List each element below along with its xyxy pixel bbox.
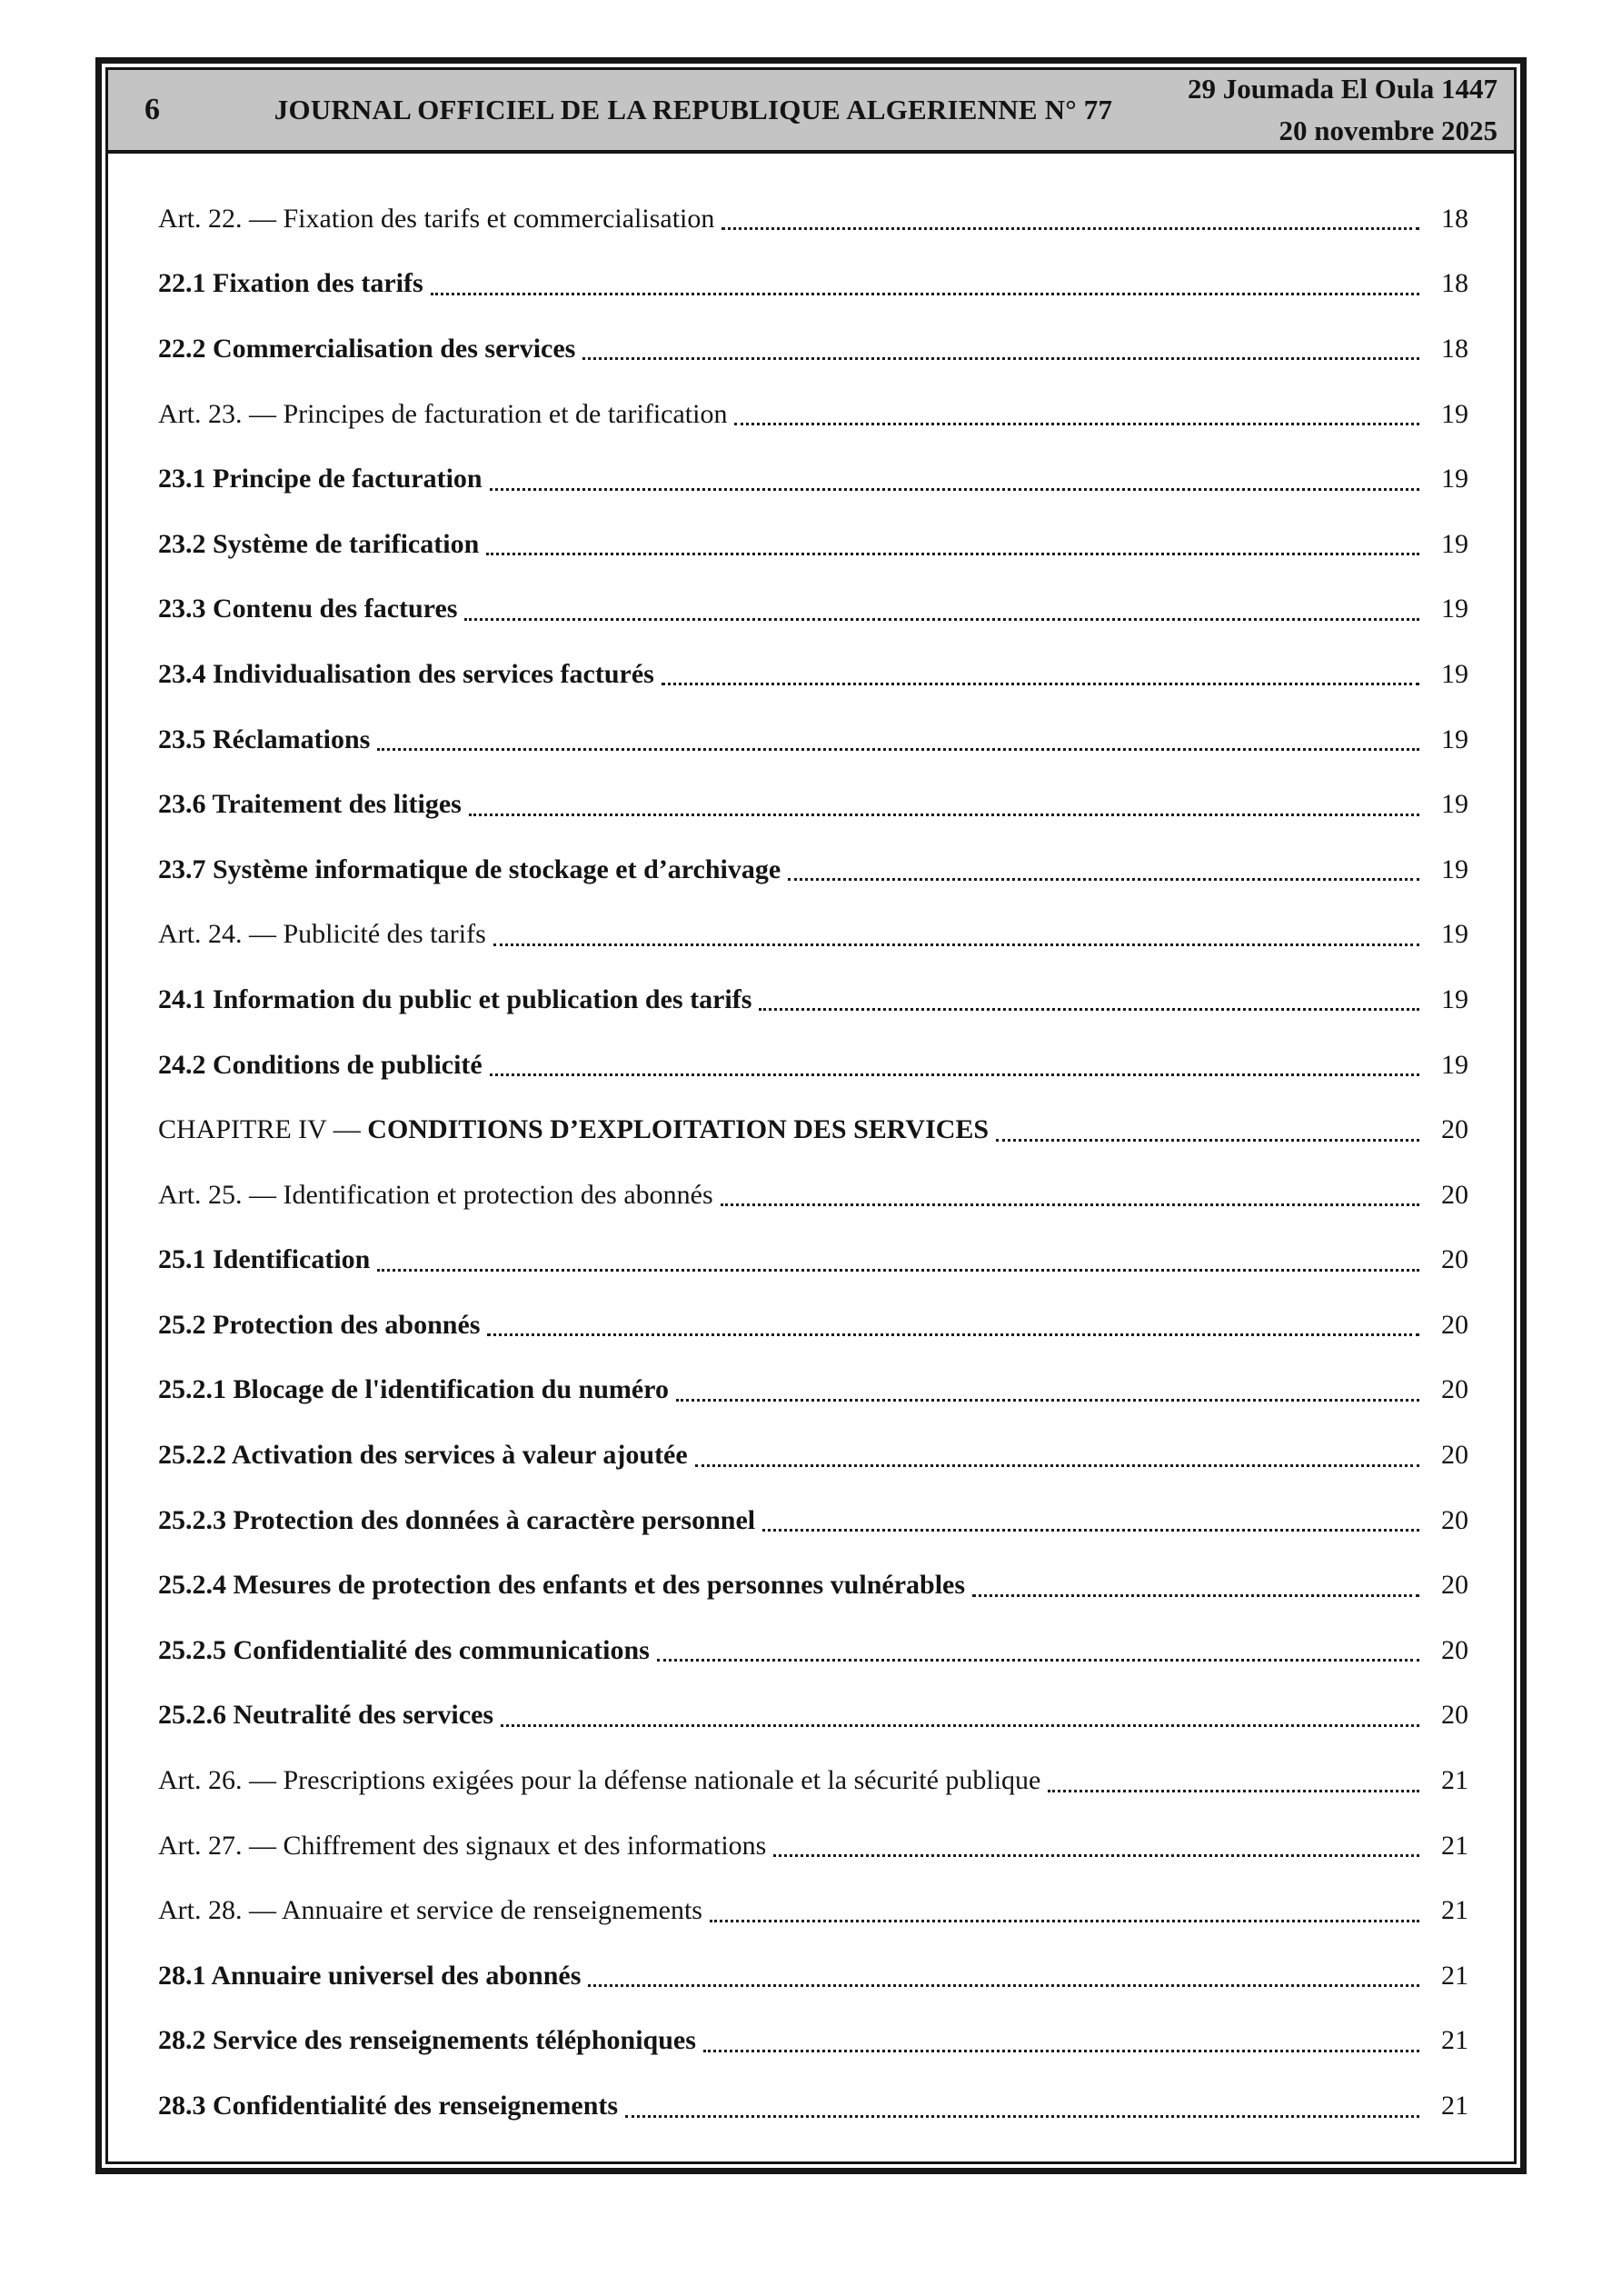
dot-leader bbox=[487, 1333, 1419, 1336]
toc-row bbox=[158, 1033, 1468, 1098]
dot-leader bbox=[759, 1008, 1419, 1011]
toc-entry-title bbox=[158, 1310, 480, 1341]
toc-entry-title bbox=[158, 399, 727, 430]
toc-entry-bold: 23.2 Système de tarification bbox=[158, 528, 480, 559]
toc-row bbox=[158, 1488, 1468, 1553]
journal-title: JOURNAL OFFICIEL DE LA REPUBLIQUE ALGERIENNE N° 77 bbox=[274, 94, 1113, 125]
page-number: 19 bbox=[1441, 919, 1468, 950]
toc-entry-title bbox=[158, 1244, 370, 1275]
page-number: 19 bbox=[1441, 854, 1468, 884]
dot-leader bbox=[1048, 1790, 1419, 1792]
toc-row bbox=[158, 1878, 1468, 1943]
toc-entry-bold: 28.2 Service des renseignements téléphoniques bbox=[158, 2025, 696, 2056]
toc-row bbox=[158, 1552, 1468, 1618]
page-number: 21 bbox=[1441, 1765, 1468, 1796]
page-number: 21 bbox=[1441, 1895, 1468, 1926]
page-number: 20 bbox=[1441, 1309, 1468, 1340]
toc-entry-prefix: Art. 24. — Publicité des tarifs bbox=[158, 919, 486, 950]
dot-leader bbox=[486, 553, 1419, 555]
dot-leader bbox=[703, 2050, 1419, 2052]
toc-entry-bold: 25.2 Protection des abonnés bbox=[158, 1309, 481, 1340]
page-number: 19 bbox=[1441, 789, 1468, 820]
toc-entry-title bbox=[158, 594, 457, 624]
toc-row bbox=[158, 772, 1468, 837]
toc-row bbox=[158, 1358, 1468, 1423]
toc-entry-title bbox=[158, 1765, 1040, 1796]
page-number: 20 bbox=[1441, 1440, 1468, 1471]
page-number: 18 bbox=[1441, 203, 1468, 234]
toc-entry-prefix: Art. 23. — Principes de facturation et de tarification bbox=[158, 398, 728, 429]
dot-leader bbox=[464, 618, 1419, 621]
dot-leader bbox=[377, 1269, 1419, 1272]
toc-entry-bold: 24.1 Information du public et publication des tarifs bbox=[158, 983, 752, 1014]
dot-leader bbox=[695, 1464, 1419, 1467]
toc-entry-bold: 25.2.3 Protection des données à caractère personnel bbox=[158, 1504, 756, 1535]
dot-leader bbox=[773, 1854, 1419, 1857]
toc-row bbox=[158, 837, 1468, 903]
toc-entry-bold: 23.4 Individualisation des services facturés bbox=[158, 658, 654, 689]
toc-entry-title bbox=[158, 1961, 581, 1992]
toc-entry-title bbox=[158, 334, 575, 364]
toc-entry-bold: 28.3 Confidentialité des renseignements bbox=[158, 2091, 619, 2121]
toc-entry-bold: 25.2.2 Activation des services à valeur ajoutée bbox=[158, 1440, 688, 1471]
toc-entry-bold: 23.3 Contenu des factures bbox=[158, 594, 458, 624]
page-number: 19 bbox=[1441, 464, 1468, 494]
toc-entry-title bbox=[158, 464, 483, 494]
toc-row bbox=[158, 577, 1468, 643]
toc-entry-title bbox=[158, 1374, 669, 1405]
toc-entry-prefix: Art. 26. — Prescriptions exigées pour la défense nationale et la sécurité publique bbox=[158, 1765, 1041, 1796]
page-number: 20 bbox=[1441, 1374, 1468, 1405]
page-frame bbox=[95, 57, 1527, 2174]
dot-leader bbox=[657, 1659, 1419, 1662]
page-number: 19 bbox=[1441, 724, 1468, 754]
page-number: 20 bbox=[1441, 1504, 1468, 1535]
dot-leader bbox=[996, 1139, 1419, 1142]
toc-entry-title bbox=[158, 1180, 713, 1211]
toc-row bbox=[158, 1943, 1468, 2009]
toc-entry-bold: 25.1 Identification bbox=[158, 1244, 371, 1275]
toc-row bbox=[158, 1748, 1468, 1813]
toc-row bbox=[158, 1813, 1468, 1879]
dot-leader bbox=[625, 2115, 1419, 2118]
toc-entry-title bbox=[158, 919, 486, 950]
frame-inner-border bbox=[105, 67, 1517, 2164]
toc-entry-bold: 23.5 Réclamations bbox=[158, 724, 371, 754]
toc-entry-bold: 22.2 Commercialisation des services bbox=[158, 333, 576, 364]
toc-row bbox=[158, 316, 1468, 382]
toc-row bbox=[158, 1163, 1468, 1228]
header-band bbox=[108, 70, 1514, 154]
toc-row bbox=[158, 1228, 1468, 1293]
toc-entry-title bbox=[158, 268, 423, 299]
dot-leader bbox=[469, 814, 1419, 816]
toc-entry-title bbox=[158, 854, 781, 885]
toc-entry-title bbox=[158, 1050, 483, 1081]
toc-entry-title bbox=[158, 204, 714, 235]
gregorian-date: 20 novembre 2025 bbox=[1279, 115, 1498, 146]
page-number: 20 bbox=[1441, 1244, 1468, 1275]
page-number: 19 bbox=[1441, 398, 1468, 429]
toc-row bbox=[158, 707, 1468, 773]
toc-row bbox=[158, 1097, 1468, 1163]
toc-entry-title bbox=[158, 529, 479, 560]
toc-entry-title bbox=[158, 659, 654, 690]
dot-leader bbox=[972, 1594, 1419, 1597]
page-number: 21 bbox=[1441, 1960, 1468, 1991]
toc-entry-bold: 25.2.1 Blocage de l'identification du numéro bbox=[158, 1374, 669, 1405]
toc-entry-title bbox=[158, 1570, 965, 1601]
toc-row bbox=[158, 186, 1468, 252]
toc-row bbox=[158, 252, 1468, 317]
toc-entry-title bbox=[158, 1505, 755, 1536]
dot-leader bbox=[734, 423, 1419, 425]
toc-entry-prefix: Art. 27. — Chiffrement des signaux et des informations bbox=[158, 1830, 767, 1861]
toc-entry-bold: 23.6 Traitement des litiges bbox=[158, 789, 462, 820]
toc-entry-prefix: Art. 28. — Annuaire et service de renseignements bbox=[158, 1895, 702, 1926]
page-number: 20 bbox=[1441, 1634, 1468, 1665]
dot-leader bbox=[582, 357, 1419, 360]
toc-entry-bold: 25.2.5 Confidentialité des communications bbox=[158, 1634, 650, 1665]
dot-leader bbox=[676, 1399, 1419, 1402]
toc-entry-prefix: CHAPITRE IV — bbox=[158, 1114, 368, 1145]
dot-leader bbox=[377, 748, 1419, 751]
toc-entry-bold: 22.1 Fixation des tarifs bbox=[158, 268, 423, 299]
toc-row bbox=[158, 1683, 1468, 1749]
dot-leader bbox=[501, 1724, 1419, 1727]
toc-row bbox=[158, 642, 1468, 707]
hijri-date: 29 Joumada El Oula 1447 bbox=[1187, 73, 1498, 105]
dot-leader bbox=[490, 1073, 1419, 1076]
dot-leader bbox=[662, 683, 1419, 685]
page-number: 19 bbox=[1441, 1049, 1468, 1080]
toc-entry-bold: 24.2 Conditions de publicité bbox=[158, 1049, 483, 1080]
dot-leader bbox=[493, 943, 1419, 946]
dot-leader bbox=[431, 293, 1419, 295]
page-number: 19 bbox=[1441, 528, 1468, 559]
toc-row bbox=[158, 382, 1468, 447]
toc-row bbox=[158, 903, 1468, 968]
toc-row bbox=[158, 2009, 1468, 2074]
toc-entry-bold: CONDITIONS D’EXPLOITATION DES SERVICES bbox=[367, 1114, 990, 1145]
toc-entry-prefix: Art. 22. — Fixation des tarifs et commercialisation bbox=[158, 203, 715, 234]
dot-leader bbox=[710, 1920, 1419, 1922]
page-number: 18 bbox=[1441, 333, 1468, 364]
toc-row bbox=[158, 1618, 1468, 1683]
page-number: 21 bbox=[1441, 2091, 1468, 2121]
toc-entry-title bbox=[158, 1831, 766, 1862]
date-block bbox=[1188, 68, 1498, 152]
toc-entry-bold: 28.1 Annuaire universel des abonnés bbox=[158, 1960, 582, 1991]
page-number: 20 bbox=[1441, 1570, 1468, 1601]
toc-row bbox=[158, 2073, 1468, 2139]
page-number: 18 bbox=[1441, 268, 1468, 299]
toc-row bbox=[158, 967, 1468, 1033]
toc-entry-prefix: Art. 25. — Identification et protection des abonnés bbox=[158, 1179, 713, 1210]
toc-entry-title bbox=[158, 1114, 989, 1145]
toc-entry-bold: 25.2.6 Neutralité des services bbox=[158, 1700, 494, 1731]
toc-entry-title bbox=[158, 984, 751, 1015]
dot-leader bbox=[721, 1203, 1419, 1206]
toc-row bbox=[158, 1293, 1468, 1358]
dot-leader bbox=[588, 1984, 1419, 1987]
toc-entry-title bbox=[158, 789, 462, 820]
page-number: 20 bbox=[1441, 1179, 1468, 1210]
toc-entry-bold: 25.2.4 Mesures de protection des enfants et des personnes vulnérables bbox=[158, 1570, 966, 1601]
toc-entry-title bbox=[158, 2025, 696, 2056]
toc-entry-title bbox=[158, 1895, 702, 1926]
toc-entry-bold: 23.1 Principe de facturation bbox=[158, 464, 483, 494]
page-number: 19 bbox=[1441, 983, 1468, 1014]
toc-row bbox=[158, 1423, 1468, 1488]
toc-entry-title bbox=[158, 1440, 688, 1471]
page-number: 19 bbox=[1441, 658, 1468, 689]
page-number: 21 bbox=[1441, 2025, 1468, 2056]
page-number: 19 bbox=[1441, 594, 1468, 624]
toc-entry-title bbox=[158, 1635, 650, 1666]
page-number: 20 bbox=[1441, 1114, 1468, 1145]
page-number: 20 bbox=[1441, 1700, 1468, 1731]
dot-leader bbox=[762, 1529, 1419, 1532]
header-page-number: 6 bbox=[144, 93, 160, 126]
toc-list bbox=[108, 154, 1514, 2161]
dot-leader bbox=[490, 488, 1419, 491]
toc-row bbox=[158, 446, 1468, 512]
page-number: 21 bbox=[1441, 1830, 1468, 1861]
dot-leader bbox=[788, 878, 1419, 881]
toc-entry-title bbox=[158, 724, 370, 755]
toc-entry-title bbox=[158, 1700, 493, 1731]
toc-entry-bold: 23.7 Système informatique de stockage et d’archivage bbox=[158, 854, 781, 884]
toc-entry-title bbox=[158, 2091, 618, 2121]
toc-row bbox=[158, 512, 1468, 577]
dot-leader bbox=[721, 227, 1419, 230]
